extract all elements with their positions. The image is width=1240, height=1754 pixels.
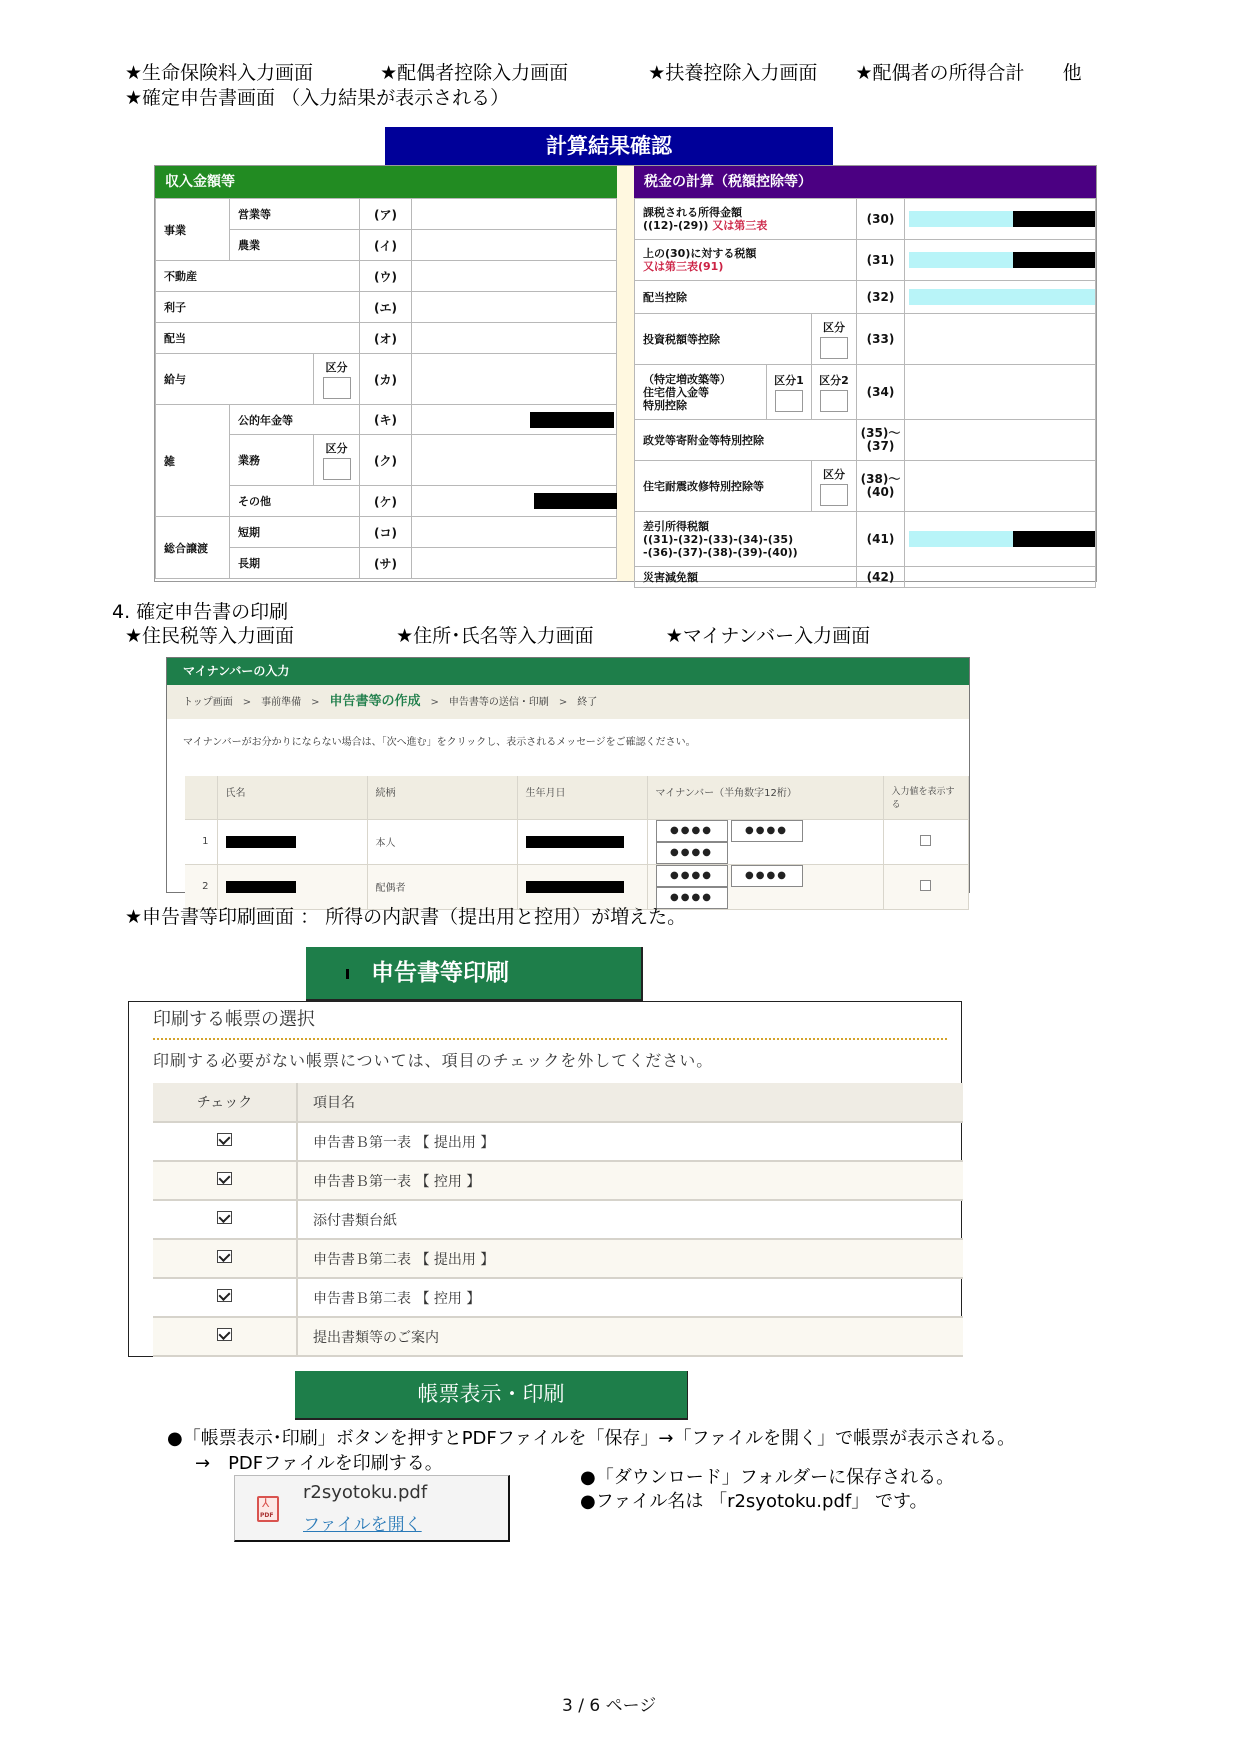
print-item-name: 提出書類等のご案内 xyxy=(297,1317,963,1356)
breadcrumb-sep: > xyxy=(430,697,439,708)
breadcrumb-sep: > xyxy=(242,697,252,708)
code-ke: (ケ) xyxy=(360,486,412,517)
mynumber-input-2[interactable]: ●●●● xyxy=(731,820,803,842)
value-r41 xyxy=(905,512,1096,567)
open-file-link[interactable]: ファイルを開く xyxy=(303,1515,422,1535)
value-ka xyxy=(412,354,617,405)
tax-row-r32 xyxy=(635,281,1096,314)
show-value-checkbox[interactable] xyxy=(920,835,931,846)
r35-text: 政党等寄附金等特別控除 xyxy=(643,433,764,447)
birthdate-cell xyxy=(517,819,647,864)
code-ki: (キ) xyxy=(360,405,412,435)
section-4-screens xyxy=(125,621,870,648)
label-r38 xyxy=(635,461,812,512)
print-selection-note: 印刷する必要がない帳票については、項目のチェックを外してください。 xyxy=(153,1051,714,1070)
tax-calc-table xyxy=(634,166,1096,588)
breadcrumb-item: 申告書等の送信・印刷 xyxy=(448,697,549,708)
r32-text: 配当控除 xyxy=(643,290,687,304)
panel-separator xyxy=(617,166,634,581)
dotted-divider xyxy=(153,1038,947,1040)
print-header-text: 申告書等印刷 xyxy=(371,960,509,986)
show-print-button[interactable]: 帳票表示・印刷 xyxy=(295,1371,688,1420)
col-show-value: 入力値を表示する xyxy=(883,776,969,819)
kubun-input[interactable] xyxy=(323,458,351,480)
label-r42 xyxy=(635,567,857,588)
code-r33: (33) xyxy=(857,314,905,365)
print-items-table xyxy=(153,1083,963,1357)
check-cell xyxy=(153,1239,297,1278)
print-item-row xyxy=(153,1161,963,1200)
r30-formula: ((12)-(29)) xyxy=(643,219,709,232)
redacted-name xyxy=(226,881,296,893)
show-value-cell xyxy=(883,864,969,909)
print-item-checkbox[interactable] xyxy=(217,1289,232,1302)
print-item-checkbox[interactable] xyxy=(217,1328,232,1341)
kubun-1 xyxy=(767,365,812,420)
tax-row-r41 xyxy=(635,512,1096,567)
value-r30 xyxy=(905,199,1096,240)
instruction-line-2: → PDFファイルを印刷する。 xyxy=(195,1453,443,1474)
kubun-label: 区分 xyxy=(325,361,348,374)
redacted-value xyxy=(1013,531,1095,547)
print-item-row xyxy=(153,1317,963,1356)
intro-item: 他 xyxy=(1062,62,1082,84)
breadcrumb-current: 申告書等の作成 xyxy=(329,694,421,709)
computed-bar xyxy=(909,289,1095,305)
code-ka: (カ) xyxy=(360,354,412,405)
value-ki xyxy=(412,405,617,435)
print-header xyxy=(306,947,643,1001)
value-u xyxy=(412,261,617,292)
intro-item: ★配偶者控除入力画面 xyxy=(380,62,569,84)
code-o: (オ) xyxy=(360,323,412,354)
label-zatsu: 雑 xyxy=(156,405,230,517)
tax-row-r34 xyxy=(635,365,1096,420)
code-e: (エ) xyxy=(360,292,412,323)
label-nogyo: 農業 xyxy=(230,230,360,261)
header-marker-icon xyxy=(346,969,349,979)
print-item-name: 申告書Ｂ第二表 【 控用 】 xyxy=(297,1278,963,1317)
label-r32 xyxy=(635,281,857,314)
print-item-row xyxy=(153,1239,963,1278)
col-relation: 続柄 xyxy=(367,776,517,819)
label-r35 xyxy=(635,420,857,461)
code-range-end: (40) xyxy=(866,485,895,499)
label-eigyo: 営業等 xyxy=(230,199,360,230)
label-rishi: 利子 xyxy=(156,292,360,323)
label-jigyo: 事業 xyxy=(156,199,230,261)
calc-result-title: 計算結果確認 xyxy=(385,127,833,165)
tax-row-r31 xyxy=(635,240,1096,281)
download-note-1: ●「ダウンロード」フォルダーに保存される。 xyxy=(580,1467,955,1488)
code-a: (ア) xyxy=(360,199,412,230)
check-cell xyxy=(153,1317,297,1356)
section-4-title: 4. 確定申告書の印刷 xyxy=(112,601,289,623)
kubun-label: 区分1 xyxy=(774,374,804,387)
r41-formula-a: ((31)-(32)-(33)-(34)-(35) xyxy=(643,532,794,546)
download-notification xyxy=(234,1475,510,1542)
print-item-checkbox[interactable] xyxy=(217,1211,232,1224)
code-r42: (42) xyxy=(857,567,905,588)
code-sa: (サ) xyxy=(360,548,412,579)
label-tanki: 短期 xyxy=(230,517,360,548)
show-value-cell xyxy=(883,819,969,864)
print-item-name: 添付書類台紙 xyxy=(297,1200,963,1239)
intro-item: ★扶養控除入力画面 xyxy=(648,62,818,84)
income-form xyxy=(155,198,617,579)
label-r30 xyxy=(635,199,857,240)
code-r31: (31) xyxy=(857,240,905,281)
value-r33 xyxy=(905,314,1096,365)
code-range-end: (37) xyxy=(866,439,895,453)
col-no xyxy=(185,776,217,819)
mynumber-note: マイナンバーがお分かりにならない場合は、「次へ進む」をクリックし、表示されるメッセージをご確認ください。 xyxy=(183,737,696,748)
tax-row-r38 xyxy=(635,461,1096,512)
code-i: (イ) xyxy=(360,230,412,261)
breadcrumb-item[interactable]: トップ画面 xyxy=(183,697,233,708)
label-nenkin: 公的年金等 xyxy=(230,405,360,435)
check-cell xyxy=(153,1200,297,1239)
kubun-label: 区分2 xyxy=(819,374,849,387)
value-r31 xyxy=(905,240,1096,281)
name-cell xyxy=(217,819,367,864)
intro-line-2: ★確定申告書画面 （入力結果が表示される） xyxy=(125,87,510,109)
col-mynumber: マイナンバー（半角数字12桁） xyxy=(647,776,883,819)
r30-alt: 又は第三表 xyxy=(712,219,768,232)
screen-item: ★住民税等入力画面 xyxy=(125,625,295,647)
code-r32: (32) xyxy=(857,281,905,314)
redacted-birthdate xyxy=(526,836,624,848)
r34-text-b: 住宅借入金等 xyxy=(643,385,709,399)
print-item-checkbox[interactable] xyxy=(217,1250,232,1263)
print-item-name: 申告書Ｂ第一表 【 提出用 】 xyxy=(297,1122,963,1161)
code-range-start: (38)～ xyxy=(860,472,901,486)
tax-calc-header: 税金の計算（税額控除等） xyxy=(634,166,1096,198)
redacted-value xyxy=(534,493,618,509)
intro-item: ★生命保険料入力画面 xyxy=(125,62,314,84)
col-birthdate: 生年月日 xyxy=(517,776,647,819)
col-name: 氏名 xyxy=(217,776,367,819)
breadcrumb-sep: > xyxy=(558,697,568,708)
value-ku xyxy=(412,435,617,486)
mynumber-input-2[interactable]: ●●●● xyxy=(731,865,803,887)
gyomu-kubun xyxy=(314,435,360,486)
income-table xyxy=(155,166,617,579)
r41-formula-b: -(36)-(37)-(38)-(39)-(40)) xyxy=(643,545,798,559)
value-sa xyxy=(412,548,617,579)
breadcrumb-item[interactable]: 事前準備 xyxy=(261,697,302,708)
kubun-2 xyxy=(812,365,857,420)
r34-text-a: （特定増改築等） xyxy=(643,372,731,386)
label-sogo: 総合譲渡 xyxy=(156,517,230,579)
breadcrumb xyxy=(167,685,969,719)
r41-text: 差引所得税額 xyxy=(643,519,709,533)
mynumber-input-3[interactable]: ●●●● xyxy=(656,887,728,909)
label-r31 xyxy=(635,240,857,281)
r31-text: 上の(30)に対する税額 xyxy=(643,247,757,260)
code-u: (ウ) xyxy=(360,261,412,292)
value-i xyxy=(412,230,617,261)
row-no: 1 xyxy=(185,819,217,864)
value-o xyxy=(412,323,617,354)
download-note-2: ●ファイル名は 「r2syotoku.pdf」 です。 xyxy=(580,1491,928,1512)
value-a xyxy=(412,199,617,230)
tax-calc-form xyxy=(634,198,1096,588)
redacted-value xyxy=(530,412,614,428)
code-r38 xyxy=(857,461,905,512)
label-fudosan: 不動産 xyxy=(156,261,360,292)
intro-line-1 xyxy=(125,58,1082,85)
label-r41 xyxy=(635,512,857,567)
label-haito: 配当 xyxy=(156,323,360,354)
print-item-row xyxy=(153,1200,963,1239)
value-ko xyxy=(412,517,617,548)
kubun-input[interactable] xyxy=(775,390,803,412)
kubun-input[interactable] xyxy=(820,337,848,359)
value-r32 xyxy=(905,281,1096,314)
print-item-name: 申告書Ｂ第一表 【 控用 】 xyxy=(297,1161,963,1200)
value-r38 xyxy=(905,461,1096,512)
value-r34 xyxy=(905,365,1096,420)
label-gyomu: 業務 xyxy=(230,435,314,486)
mynumber-panel xyxy=(166,657,970,903)
label-kyuyo: 給与 xyxy=(156,354,314,405)
code-ko: (コ) xyxy=(360,517,412,548)
kubun-input[interactable] xyxy=(820,390,848,412)
row-no: 2 xyxy=(185,864,217,909)
table-row xyxy=(185,819,969,864)
code-r35 xyxy=(857,420,905,461)
kubun-label: 区分 xyxy=(823,468,845,481)
kubun-input[interactable] xyxy=(323,377,351,399)
screen-item: ★マイナンバー入力画面 xyxy=(665,625,871,647)
label-sonota: その他 xyxy=(230,486,360,517)
value-r35 xyxy=(905,420,1096,461)
r33-text: 投資税額等控除 xyxy=(643,332,720,346)
r38-text: 住宅耐震改修特別控除等 xyxy=(643,479,764,493)
instruction-line-1: ●「帳票表示･印刷」ボタンを押すとPDFファイルを「保存」→「ファイルを開く」で帳票が表示される。 xyxy=(167,1428,1016,1449)
value-ke xyxy=(412,486,617,517)
check-cell xyxy=(153,1278,297,1317)
print-item-name: 申告書Ｂ第二表 【 提出用 】 xyxy=(297,1239,963,1278)
code-r41: (41) xyxy=(857,512,905,567)
label-r33 xyxy=(635,314,812,365)
mynumber-input-3[interactable]: ●●●● xyxy=(656,842,728,864)
print-item-checkbox[interactable] xyxy=(217,1133,232,1146)
code-r34: (34) xyxy=(857,365,905,420)
print-selection-title: 印刷する帳票の選択 xyxy=(153,1009,315,1030)
tax-row-r35 xyxy=(635,420,1096,461)
print-selection-panel xyxy=(128,1001,962,1357)
relation-cell: 配偶者 xyxy=(367,864,517,909)
redacted-value xyxy=(1013,211,1095,227)
col-check: チェック xyxy=(153,1083,297,1122)
code-range-start: (35)～ xyxy=(860,426,901,440)
income-header: 収入金額等 xyxy=(155,166,617,198)
label-r34 xyxy=(635,365,767,420)
relation-cell: 本人 xyxy=(367,819,517,864)
mynumber-table xyxy=(185,776,969,910)
intro-item: ★配偶者の所得合計 xyxy=(855,62,1025,84)
r30-text: 課税される所得金額 xyxy=(643,206,742,219)
redacted-name xyxy=(226,836,296,848)
value-r42 xyxy=(905,567,1096,588)
calc-result-panel xyxy=(154,165,1097,582)
print-item-checkbox[interactable] xyxy=(217,1172,232,1185)
mynumber-input-1[interactable]: ●●●● xyxy=(656,865,728,887)
label-choki: 長期 xyxy=(230,548,360,579)
code-ku: (ク) xyxy=(360,435,412,486)
check-cell xyxy=(153,1122,297,1161)
kubun-label: 区分 xyxy=(325,442,348,455)
r42-text: 災害減免額 xyxy=(643,570,698,584)
kubun-label: 区分 xyxy=(823,321,845,334)
tax-row-r33 xyxy=(635,314,1096,365)
screen-item: ★住所･氏名等入力画面 xyxy=(396,625,594,647)
pdf-file-icon xyxy=(257,1496,279,1522)
tax-row-r42 xyxy=(635,567,1096,588)
page-number: 3 / 6 ページ xyxy=(562,1696,657,1716)
r31-alt: 又は第三表(91) xyxy=(643,260,724,273)
kubun xyxy=(812,461,857,512)
print-screen-caption: ★申告書等印刷画面 ： 所得の内訳書（提出用と控用）が増えた。 xyxy=(125,906,687,928)
mynumber-input-1[interactable]: ●●●● xyxy=(656,820,728,842)
kyuyo-kubun xyxy=(314,354,360,405)
breadcrumb-item: 終了 xyxy=(577,697,598,708)
check-cell xyxy=(153,1161,297,1200)
kubun-input[interactable] xyxy=(820,484,848,506)
print-item-row xyxy=(153,1122,963,1161)
redacted-birthdate xyxy=(526,881,624,893)
redacted-value xyxy=(1013,252,1095,268)
show-value-checkbox[interactable] xyxy=(920,880,931,891)
download-filename: r2syotoku.pdf xyxy=(303,1482,428,1503)
print-item-row xyxy=(153,1278,963,1317)
mynumber-header: マイナンバーの入力 xyxy=(167,658,969,685)
col-item-name: 項目名 xyxy=(297,1083,963,1122)
mynumber-cell xyxy=(647,819,883,864)
r34-text-c: 特別控除 xyxy=(643,398,687,412)
code-r30: (30) xyxy=(857,199,905,240)
value-e xyxy=(412,292,617,323)
kubun xyxy=(812,314,857,365)
breadcrumb-sep: > xyxy=(311,697,320,708)
